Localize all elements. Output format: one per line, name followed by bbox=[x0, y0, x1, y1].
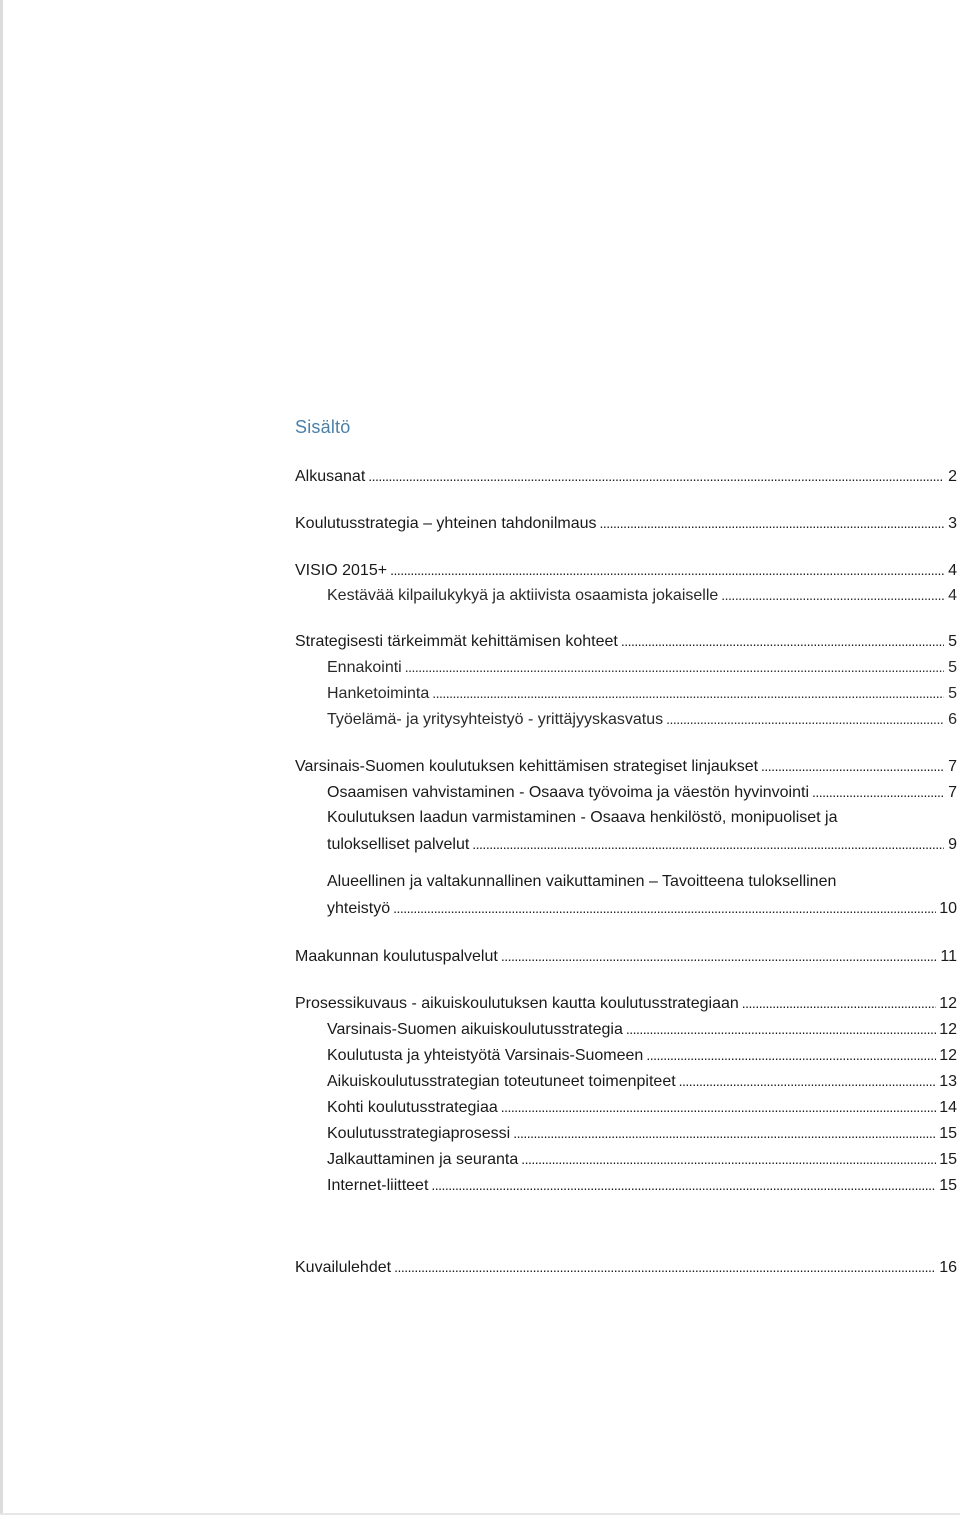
toc-entry-title: Jalkauttaminen ja seuranta bbox=[327, 1151, 519, 1168]
dot-leader bbox=[600, 510, 944, 537]
toc-entry-title-line1: Alueellinen ja valtakunnallinen vaikuttaminen – Tavoitteena tuloksellinen bbox=[327, 873, 837, 890]
toc-entry-title: Kuvailulehdet bbox=[295, 1259, 392, 1276]
toc-entry-title: Kestävää kilpailukykyä ja aktiivista osaamista jokaiselle bbox=[327, 587, 719, 604]
toc-entry-title: tulokselliset palvelut bbox=[327, 836, 470, 853]
toc-entry-page: 14 bbox=[939, 1099, 957, 1116]
dot-leader bbox=[501, 1094, 936, 1121]
toc-entry-title: Ennakointi bbox=[327, 659, 402, 676]
toc-entry-page: 12 bbox=[939, 995, 957, 1012]
toc-entry-title: Varsinais-Suomen aikuiskoulutusstrategia bbox=[327, 1021, 623, 1038]
toc-entry-title: Varsinais-Suomen koulutuksen kehittämisen strategiset linjaukset bbox=[295, 758, 759, 775]
dot-leader bbox=[626, 1016, 936, 1043]
dot-leader bbox=[431, 1172, 936, 1199]
toc-entry-page: 13 bbox=[939, 1073, 957, 1090]
dot-leader bbox=[390, 557, 944, 584]
toc-entry-title: Kohti koulutusstrategiaa bbox=[327, 1099, 498, 1116]
toc-entry-page: 7 bbox=[948, 758, 957, 775]
dot-leader bbox=[721, 582, 944, 609]
toc-entry-page: 4 bbox=[948, 587, 957, 604]
toc-entry-title: Maakunnan koulutuspalvelut bbox=[295, 948, 498, 965]
toc-heading: Sisältö bbox=[295, 417, 351, 437]
dot-leader bbox=[679, 1068, 937, 1095]
toc-entry-page: 9 bbox=[948, 836, 957, 853]
page-edge-left bbox=[0, 0, 3, 1515]
dot-leader bbox=[742, 990, 936, 1017]
toc-entry-title: Työelämä- ja yritysyhteistyö - yrittäjyyskasvatus bbox=[327, 711, 664, 728]
toc-entry-page: 11 bbox=[940, 948, 957, 965]
dot-leader bbox=[393, 895, 936, 922]
dot-leader bbox=[513, 1120, 936, 1147]
toc-entry-title: Internet-liitteet bbox=[327, 1177, 429, 1194]
toc-entry-title-line1: Koulutuksen laadun varmistaminen - Osaava henkilöstö, monipuoliset ja bbox=[327, 809, 838, 826]
toc-entry-page: 5 bbox=[948, 659, 957, 676]
toc-entry-page: 5 bbox=[948, 685, 957, 702]
toc-entry-page: 4 bbox=[948, 562, 957, 579]
dot-leader bbox=[501, 943, 938, 970]
dot-leader bbox=[621, 628, 944, 655]
toc-entry-title: Osaamisen vahvistaminen - Osaava työvoima ja väestön hyvinvointi bbox=[327, 784, 809, 801]
dot-leader bbox=[432, 680, 944, 707]
toc-entry-page: 5 bbox=[948, 633, 957, 650]
toc-entry-page: 2 bbox=[948, 468, 957, 485]
toc-entry-title: Prosessikuvaus - aikuiskoulutuksen kautta koulutusstrategiaan bbox=[295, 995, 739, 1012]
toc-entry-page: 6 bbox=[948, 711, 957, 728]
toc-entry-title: Koulutusta ja yhteistyötä Varsinais-Suomeen bbox=[327, 1047, 644, 1064]
dot-leader bbox=[521, 1146, 936, 1173]
dot-leader bbox=[368, 463, 944, 490]
dot-leader bbox=[761, 753, 944, 780]
toc-entry-title: yhteistyö bbox=[327, 900, 391, 917]
toc-entry-page: 15 bbox=[939, 1125, 957, 1142]
toc-entry-title: VISIO 2015+ bbox=[295, 562, 388, 579]
toc-entry-page: 7 bbox=[948, 784, 957, 801]
toc-entry-title: Hanketoiminta bbox=[327, 685, 430, 702]
toc-entry-page: 10 bbox=[939, 900, 957, 917]
dot-leader bbox=[666, 706, 944, 733]
toc-entry-title: Aikuiskoulutusstrategian toteutuneet toimenpiteet bbox=[327, 1073, 676, 1090]
dot-leader bbox=[646, 1042, 936, 1069]
toc-entry-title: Koulutusstrategiaprosessi bbox=[327, 1125, 511, 1142]
toc-entry-page: 16 bbox=[939, 1259, 957, 1276]
toc-entry-page: 3 bbox=[948, 515, 957, 532]
toc-entry-page: 15 bbox=[939, 1151, 957, 1168]
toc-entry-title: Strategisesti tärkeimmät kehittämisen kohteet bbox=[295, 633, 618, 650]
dot-leader bbox=[812, 779, 944, 806]
toc-entry-title: Alkusanat bbox=[295, 468, 366, 485]
toc-entry-page: 15 bbox=[939, 1177, 957, 1194]
toc-entry-title: Koulutusstrategia – yhteinen tahdonilmaus bbox=[295, 515, 597, 532]
dot-leader bbox=[394, 1254, 936, 1281]
dot-leader bbox=[472, 831, 944, 858]
toc-entry-page: 12 bbox=[939, 1047, 957, 1064]
toc-entry-page: 12 bbox=[939, 1021, 957, 1038]
dot-leader bbox=[405, 654, 944, 681]
